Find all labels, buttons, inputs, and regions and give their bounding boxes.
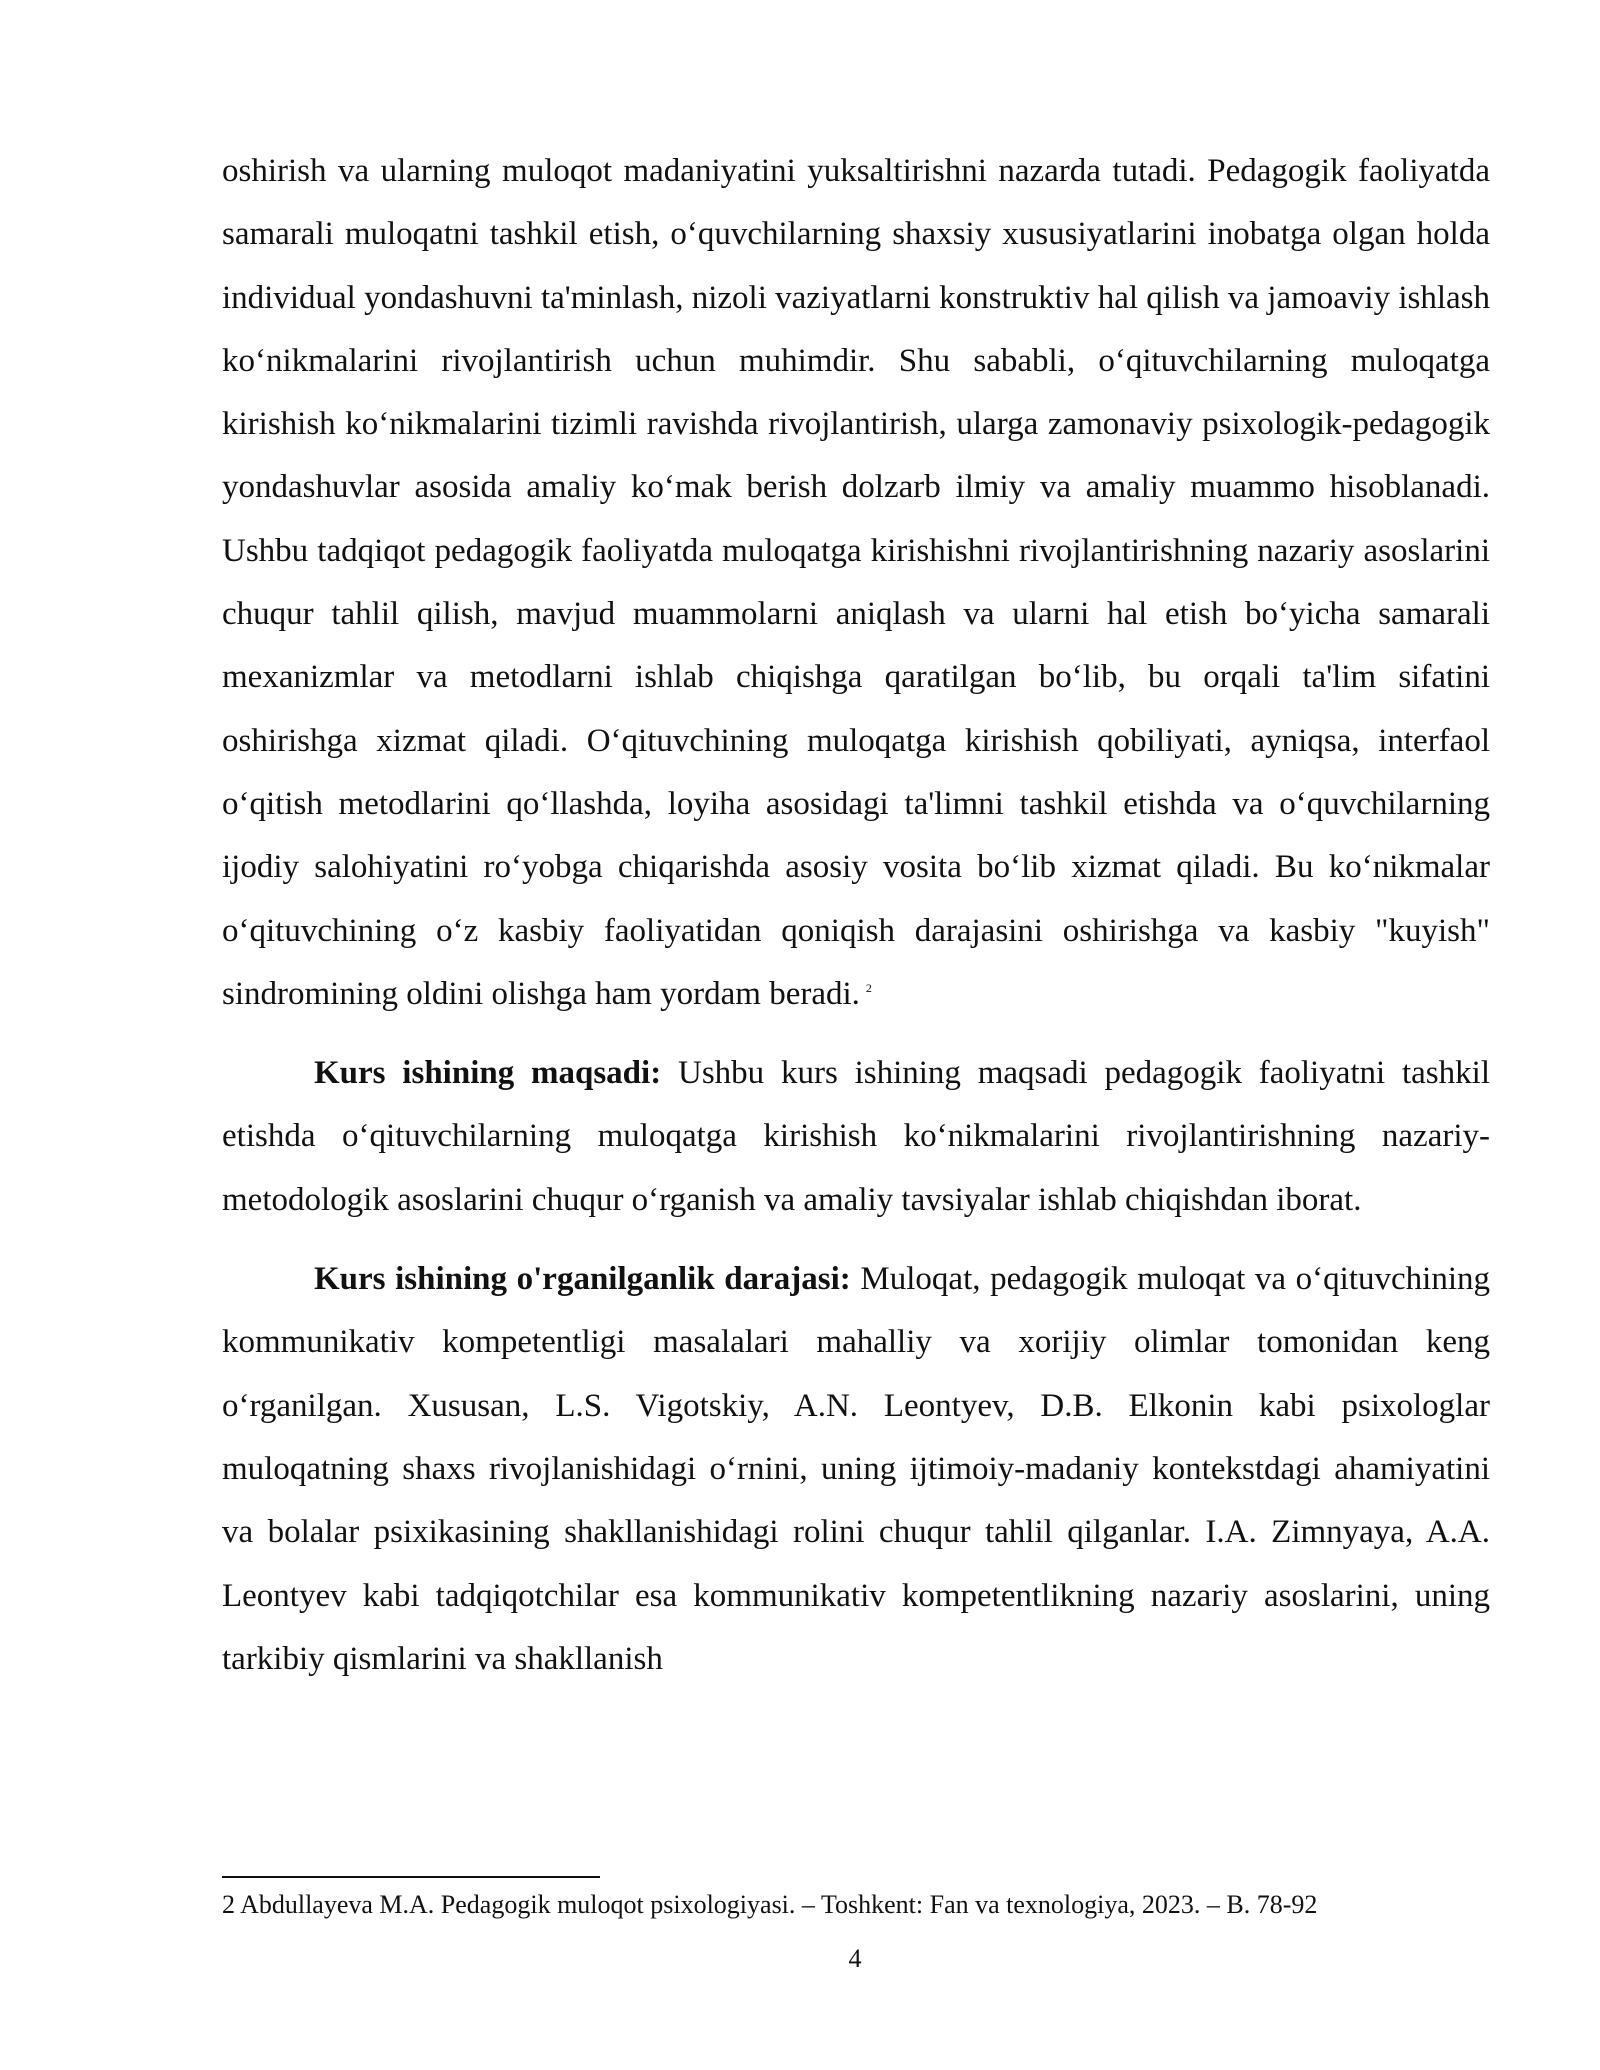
body-text <box>222 140 1490 1691</box>
paragraph-text: Muloqat, pedagogik muloqat va o‘qituvchining kommunikativ kompetentligi masalalari mahalliy va xorijiy olimlar tomonidan keng o‘rganilgan. Xususan, L.S. Vigotskiy, A.N. Leontyev, D.B. Elkonin kabi psixologlar muloqatning shaxs rivojlanishidagi o‘rnini, uning ijtimoiy-madaniy kontekstdagi ahamiyatini va bolalar psixikasining shakllanishidagi rolini chuqur tahlil qilganlar. I.A. Zimnyaya, A.A. Leontyev kabi tadqiqotchilar esa kommunikativ kompetentlikning nazariy asoslarini, uning tarkibiy qismlarini va shakllanish <box>222 1261 1490 1677</box>
footnote-separator <box>222 1876 600 1878</box>
footnote-reference: 2 <box>865 980 872 995</box>
paragraph-course-goal <box>222 1042 1490 1232</box>
paragraph-text: oshirish va ularning muloqot madaniyatini yuksaltirishni nazarda tutadi. Pedagogik faoliyatda samarali muloqatni tashkil etish, o‘quvchilarning shaxsiy xususiyatlarini inobatga olgan holda individual yondashuvni ta'minlash, nizoli vaziyatlarni konstruktiv hal qilish va jamoaviy ishlash ko‘nikmalarini rivojlantirish uchun muhimdir. Shu sababli, o‘qituvchilarning muloqatga kirishish ko‘nikmalarini tizimli ravishda rivojlantirish, ularga zamonaviy psixologik-pedagogik yondashuvlar asosida amaliy ko‘mak berish dolzarb ilmiy va amaliy muammo hisoblanadi. Ushbu tadqiqot pedagogik faoliyatda muloqatga kirishishni rivojlantirishning nazariy asoslarini chuqur tahlil qilish, mavjud muammolarni aniqlash va ularni hal etish bo‘yicha samarali mexanizmlar va metodlarni ishlab chiqishga qaratilgan bo‘lib, bu orqali ta'lim sifatini oshirishga xizmat qiladi. O‘qituvchining muloqatga kirishish qobiliyati, ayniqsa, interfaol o‘qitish metodlarini qo‘llashda, loyiha asosidagi ta'limni tashkil etishda va o‘quvchilarning ijodiy salohiyatini ro‘yobga chiqarishda asosiy vosita bo‘lib xizmat qiladi. Bu ko‘nikmalar o‘qituvchining o‘z kasbiy faoliyatidan qoniqish darajasini oshirishga va kasbiy "kuyish" sindromining oldini olishga ham yordam beradi. <box>222 153 1491 1012</box>
paragraph-continuation <box>222 140 1490 1026</box>
paragraph-research-level <box>222 1248 1490 1691</box>
footnote: 2 Abdullayeva M.A. Pedagogik muloqot psixologiyasi. – Toshkent: Fan va texnologiya, 2023. – B. 78-92 <box>222 1890 1318 1919</box>
paragraph-heading: Kurs ishining maqsadi: <box>314 1055 662 1092</box>
paragraph-heading: Kurs ishining o'rganilganlik darajasi: <box>314 1261 851 1298</box>
page-number: 4 <box>848 1944 862 1973</box>
paragraph-text: Ushbu kurs ishining maqsadi pedagogik faoliyatni tashkil etishda o‘qituvchilarning muloqatga kirishish ko‘nikmalarini rivojlantirishning nazariy-metodologik asoslarini chuqur o‘rganish va amaliy tavsiyalar ishlab chiqishdan iborat. <box>222 1055 1490 1218</box>
